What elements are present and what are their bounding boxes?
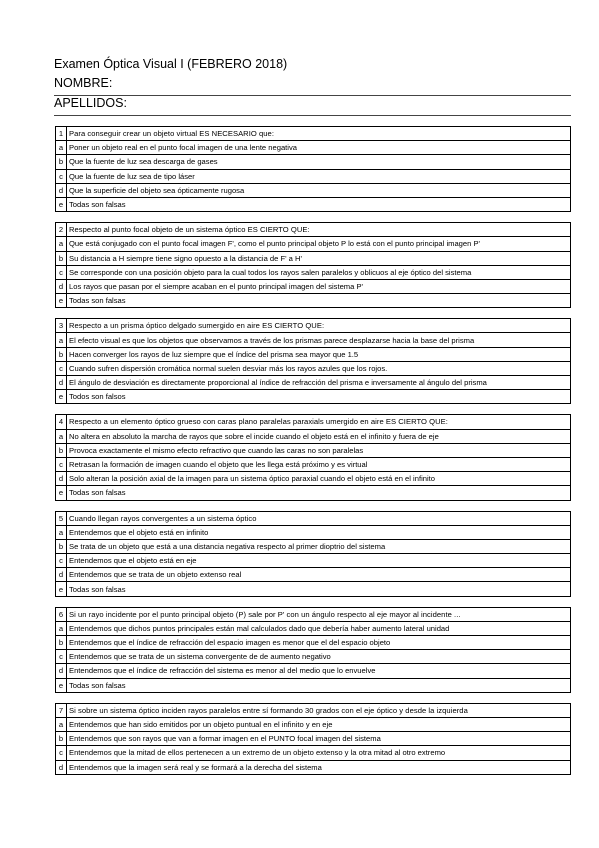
option-text: Entendemos que se trata de un sistema convergente de de aumento negativo [67, 650, 571, 664]
question-table [55, 126, 571, 212]
answer-option-row[interactable] [56, 664, 571, 678]
option-letter: d [56, 376, 67, 390]
option-letter: a [56, 141, 67, 155]
question-text: Respecto al punto focal objeto de un sistema óptico ES CIERTO QUE: [67, 223, 571, 237]
option-text: Todas son falsas [67, 678, 571, 692]
option-letter: c [56, 457, 67, 471]
option-text: Entendemos que el objeto está en eje [67, 554, 571, 568]
answer-option-row[interactable] [56, 443, 571, 457]
question-text: Respecto a un elemento óptico grueso con caras plano paralelas paraxials umergido en aire ES CIERTO QUE: [67, 415, 571, 429]
option-letter: a [56, 333, 67, 347]
option-letter: d [56, 472, 67, 486]
option-text: Todas son falsas [67, 197, 571, 211]
answer-option-row[interactable] [56, 582, 571, 596]
question-text: Si un rayo incidente por el punto principal objeto (P) sale por P' con un ángulo respecto al eje mayor al incidente ... [67, 607, 571, 621]
apellidos-field: APELLIDOS: [54, 96, 571, 116]
question-text: Para conseguir crear un objeto virtual ES NECESARIO que: [67, 127, 571, 141]
option-text: Poner un objeto real en el punto focal imagen de una lente negativa [67, 141, 571, 155]
answer-option-row[interactable] [56, 347, 571, 361]
question-number: 6 [56, 607, 67, 621]
question-list [55, 126, 571, 785]
option-text: Se trata de un objeto que está a una distancia negativa respecto al primer dioptrio del sistema [67, 539, 571, 553]
option-text: Hacen converger los rayos de luz siempre que el índice del prisma sea mayor que 1.5 [67, 347, 571, 361]
answer-option-row[interactable] [56, 390, 571, 404]
answer-option-row[interactable] [56, 429, 571, 443]
option-text: Entendemos que son rayos que van a formar imagen en el PUNTO focal imagen del sistema [67, 732, 571, 746]
option-letter: e [56, 390, 67, 404]
option-letter: c [56, 265, 67, 279]
option-letter: b [56, 732, 67, 746]
answer-option-row[interactable] [56, 361, 571, 375]
answer-option-row[interactable] [56, 169, 571, 183]
option-text: El ángulo de desviación es directamente proporcional al índice de refracción del prisma e inversamente al ángulo del prisma [67, 376, 571, 390]
exam-header [54, 57, 571, 116]
option-letter: b [56, 155, 67, 169]
question-row [56, 127, 571, 141]
answer-option-row[interactable] [56, 155, 571, 169]
option-letter: b [56, 251, 67, 265]
option-text: Entendemos que el objeto está en infinito [67, 525, 571, 539]
option-text: Que la fuente de luz sea de tipo láser [67, 169, 571, 183]
option-text: Entendemos que el índice de refracción del sistema es menor al del medio que lo envuelve [67, 664, 571, 678]
question-number: 5 [56, 511, 67, 525]
answer-option-row[interactable] [56, 678, 571, 692]
option-letter: a [56, 717, 67, 731]
option-letter: e [56, 294, 67, 308]
answer-option-row[interactable] [56, 746, 571, 760]
answer-option-row[interactable] [56, 141, 571, 155]
option-letter: c [56, 554, 67, 568]
question-table [55, 318, 571, 404]
answer-option-row[interactable] [56, 376, 571, 390]
option-text: Todas son falsas [67, 486, 571, 500]
option-letter: e [56, 486, 67, 500]
option-letter: d [56, 568, 67, 582]
answer-option-row[interactable] [56, 621, 571, 635]
option-text: Que está conjugado con el punto focal imagen F', como el punto principal objeto P lo está con el punto principal imagen P' [67, 237, 571, 251]
answer-option-row[interactable] [56, 732, 571, 746]
question-number: 3 [56, 319, 67, 333]
option-letter: c [56, 650, 67, 664]
option-text: Entendemos que la mitad de ellos pertenecen a un extremo de un objeto extenso y la otra mitad al otro extremo [67, 746, 571, 760]
answer-option-row[interactable] [56, 486, 571, 500]
answer-option-row[interactable] [56, 539, 571, 553]
question-number: 1 [56, 127, 67, 141]
answer-option-row[interactable] [56, 525, 571, 539]
answer-option-row[interactable] [56, 183, 571, 197]
option-letter: e [56, 678, 67, 692]
answer-option-row[interactable] [56, 237, 571, 251]
answer-option-row[interactable] [56, 650, 571, 664]
question-text: Cuando llegan rayos convergentes a un sistema óptico [67, 511, 571, 525]
question-table [55, 222, 571, 308]
question-row [56, 607, 571, 621]
answer-option-row[interactable] [56, 279, 571, 293]
question-row [56, 703, 571, 717]
option-text: Se corresponde con una posición objeto para la cual todos los rayos salen paralelos y oblicuos al eje óptico del sistema [67, 265, 571, 279]
question-row [56, 319, 571, 333]
option-letter: a [56, 237, 67, 251]
question-table [55, 511, 571, 597]
option-letter: a [56, 429, 67, 443]
option-text: Entendemos que dichos puntos principales están mal calculados dado que debería haber aumento lateral unidad [67, 621, 571, 635]
answer-option-row[interactable] [56, 251, 571, 265]
option-letter: b [56, 347, 67, 361]
option-text: No altera en absoluto la marcha de rayos que sobre el incide cuando el objeto está en el infinito y fuera de eje [67, 429, 571, 443]
option-letter: c [56, 361, 67, 375]
option-text: Todas son falsas [67, 582, 571, 596]
question-table [55, 703, 571, 775]
question-number: 7 [56, 703, 67, 717]
option-text: Entendemos que se trata de un objeto extenso real [67, 568, 571, 582]
option-text: El efecto visual es que los objetos que observamos a través de los prismas parece desplazarse hacia la base del prisma [67, 333, 571, 347]
question-text: Respecto a un prisma óptico delgado sumergido en aire ES CIERTO QUE: [67, 319, 571, 333]
option-letter: b [56, 636, 67, 650]
question-row [56, 223, 571, 237]
answer-option-row[interactable] [56, 636, 571, 650]
question-table [55, 414, 571, 500]
option-text: Su distancia a H siempre tiene signo opuesto a la distancia de F' a H' [67, 251, 571, 265]
option-text: Que la fuente de luz sea descarga de gases [67, 155, 571, 169]
nombre-field: NOMBRE: [54, 76, 571, 96]
option-letter: d [56, 279, 67, 293]
option-text: Que la superficie del objeto sea ópticamente rugosa [67, 183, 571, 197]
option-letter: a [56, 621, 67, 635]
option-letter: c [56, 169, 67, 183]
answer-option-row[interactable] [56, 568, 571, 582]
answer-option-row[interactable] [56, 265, 571, 279]
option-text: Los rayos que pasan por el siempre acaban en el punto principal imagen del sistema P' [67, 279, 571, 293]
option-text: Entendemos que la imagen será real y se formará a la derecha del sistema [67, 760, 571, 774]
question-number: 2 [56, 223, 67, 237]
option-text: Solo alteran la posición axial de la imagen para un sistema óptico paraxial cuando el objeto está en el infinito [67, 472, 571, 486]
option-text: Entendemos que han sido emitidos por un objeto puntual en el infinito y en eje [67, 717, 571, 731]
answer-option-row[interactable] [56, 472, 571, 486]
question-text: Si sobre un sistema óptico inciden rayos paralelos entre sí formando 30 grados con el eje óptico y desde la izquierda [67, 703, 571, 717]
exam-title: Examen Óptica Visual I (FEBRERO 2018) [54, 57, 288, 71]
option-letter: e [56, 197, 67, 211]
option-letter: d [56, 664, 67, 678]
option-letter: d [56, 760, 67, 774]
question-table [55, 607, 571, 693]
option-letter: b [56, 443, 67, 457]
option-letter: b [56, 539, 67, 553]
answer-option-row[interactable] [56, 760, 571, 774]
answer-option-row[interactable] [56, 717, 571, 731]
option-text: Todos son falsos [67, 390, 571, 404]
answer-option-row[interactable] [56, 333, 571, 347]
question-row [56, 511, 571, 525]
option-letter: c [56, 746, 67, 760]
answer-option-row[interactable] [56, 457, 571, 471]
option-text: Todas son falsas [67, 294, 571, 308]
answer-option-row[interactable] [56, 197, 571, 211]
option-letter: a [56, 525, 67, 539]
option-letter: e [56, 582, 67, 596]
option-text: Retrasan la formación de imagen cuando el objeto que les llega está próximo y es virtual [67, 457, 571, 471]
answer-option-row[interactable] [56, 554, 571, 568]
option-letter: d [56, 183, 67, 197]
option-text: Entendemos que el índice de refracción del espacio imagen es menor que el del espacio objeto [67, 636, 571, 650]
question-number: 4 [56, 415, 67, 429]
option-text: Cuando sufren dispersión cromática normal suelen desviar más los rayos azules que los rojos. [67, 361, 571, 375]
option-text: Provoca exactamente el mismo efecto refractivo que cuando las caras no son paralelas [67, 443, 571, 457]
question-row [56, 415, 571, 429]
answer-option-row[interactable] [56, 294, 571, 308]
